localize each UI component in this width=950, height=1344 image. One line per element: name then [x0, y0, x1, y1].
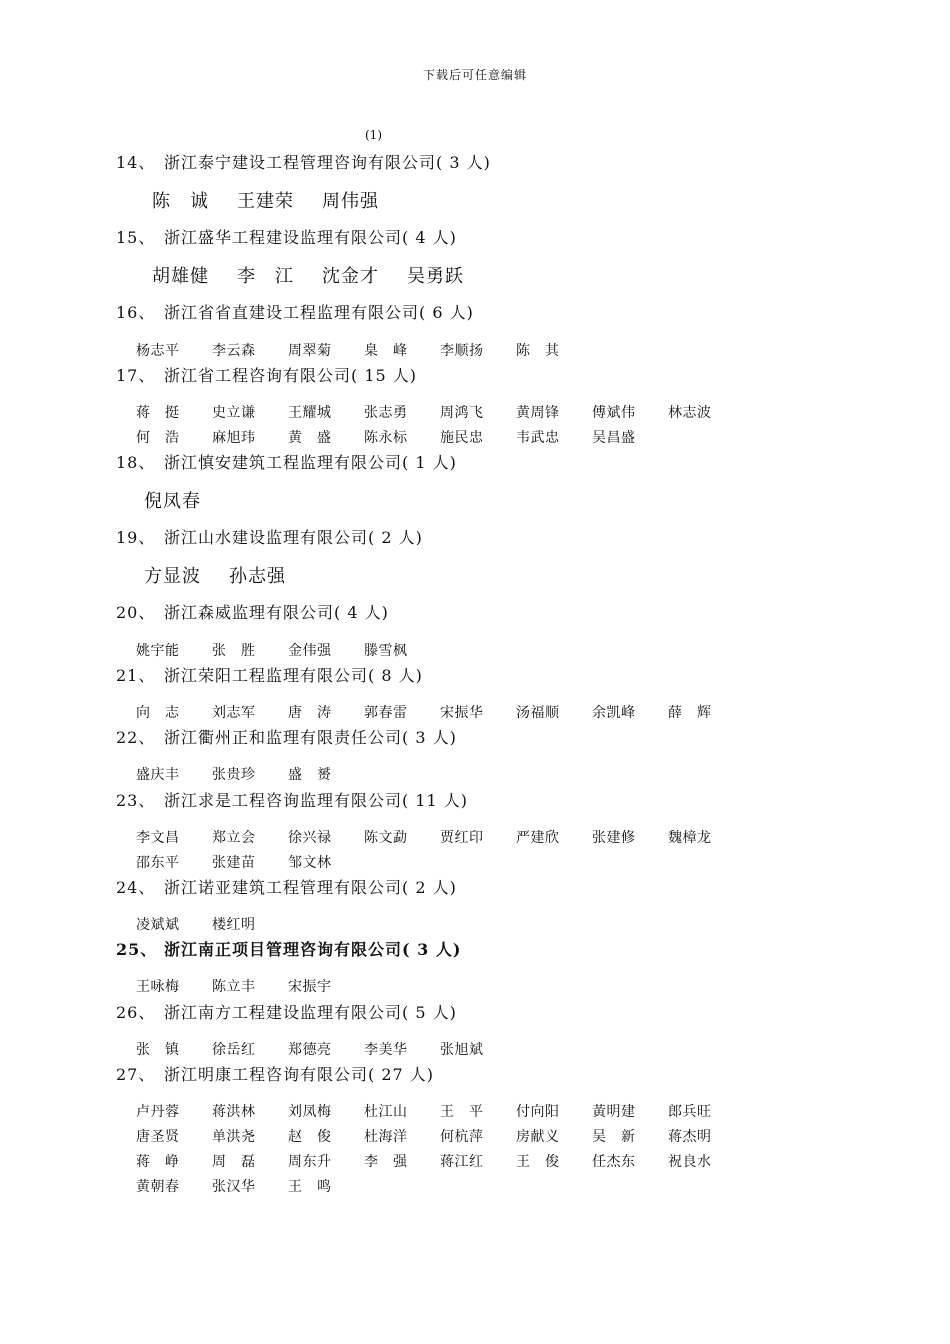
company-heading-19	[116, 525, 423, 548]
person-name: 沈金才	[322, 266, 379, 287]
person-name: 李美华	[364, 1042, 408, 1058]
company-name: 浙江南方工程建设监理有限公司( 5 人)	[164, 1003, 457, 1022]
person-name: 邵东平	[136, 855, 180, 871]
name-row	[136, 1101, 744, 1121]
person-name: 单洪尧	[212, 1129, 256, 1145]
person-name: 郑立会	[212, 830, 256, 846]
person-name: 魏樟龙	[668, 830, 712, 846]
name-row	[136, 427, 668, 447]
name-row	[136, 340, 592, 360]
person-name: 陈 其	[516, 343, 560, 359]
person-name: 姚宇能	[136, 643, 180, 659]
person-name: 汤福顺	[516, 705, 560, 721]
name-row	[136, 976, 364, 996]
person-name: 周 磊	[212, 1154, 256, 1170]
page-mark: (1)	[365, 128, 382, 142]
person-name: 刘凤梅	[288, 1104, 332, 1120]
person-name: 吴勇跃	[407, 266, 464, 287]
name-row	[152, 262, 492, 288]
person-name: 郎兵旺	[668, 1104, 712, 1120]
person-name: 王 鸣	[288, 1179, 332, 1195]
person-name: 李文昌	[136, 830, 180, 846]
company-number: 14、	[116, 153, 156, 172]
person-name: 唐 涛	[288, 705, 332, 721]
person-name: 周伟强	[322, 191, 379, 212]
person-name: 孙志强	[229, 566, 286, 587]
company-heading-22	[116, 725, 457, 748]
company-number: 17、	[116, 366, 156, 385]
person-name: 李顺扬	[440, 343, 484, 359]
name-row	[136, 402, 744, 422]
company-name: 浙江荣阳工程监理有限公司( 8 人)	[164, 666, 423, 685]
person-name: 张贵珍	[212, 767, 256, 783]
person-name: 杜江山	[364, 1104, 408, 1120]
company-heading-23	[116, 788, 468, 811]
person-name: 余凯峰	[592, 705, 636, 721]
person-name: 金伟强	[288, 643, 332, 659]
name-row	[136, 1151, 744, 1171]
person-name: 盛庆丰	[136, 767, 180, 783]
name-row	[136, 1126, 744, 1146]
person-name: 蒋 峥	[136, 1154, 180, 1170]
name-row	[136, 702, 744, 722]
person-name: 郑德亮	[288, 1042, 332, 1058]
company-heading-26	[116, 1000, 457, 1023]
name-row	[136, 827, 744, 847]
company-heading-17	[116, 363, 417, 386]
person-name: 蒋杰明	[668, 1129, 712, 1145]
person-name: 宋振华	[440, 705, 484, 721]
person-name: 黄朝春	[136, 1179, 180, 1195]
person-name: 方显波	[144, 566, 201, 587]
person-name: 张建修	[592, 830, 636, 846]
name-row	[136, 1176, 364, 1196]
person-name: 张 镇	[136, 1042, 180, 1058]
person-name: 李 强	[364, 1154, 408, 1170]
person-name: 宋振宇	[288, 979, 332, 995]
company-number: 26、	[116, 1003, 156, 1022]
person-name: 何 浩	[136, 430, 180, 446]
person-name: 滕雪枫	[364, 643, 408, 659]
company-number: 21、	[116, 666, 156, 685]
company-number: 19、	[116, 528, 156, 547]
person-name: 陈 诚	[152, 191, 209, 212]
company-heading-25	[116, 937, 461, 960]
page-header: 下载后可任意编辑	[422, 68, 527, 82]
person-name: 郭春雷	[364, 705, 408, 721]
person-name: 张 胜	[212, 643, 256, 659]
name-row	[136, 1039, 516, 1059]
company-name: 浙江诺亚建筑工程管理有限公司( 2 人)	[164, 878, 457, 897]
name-row	[136, 852, 364, 872]
person-name: 陈永标	[364, 430, 408, 446]
company-name: 浙江森威监理有限公司( 4 人)	[164, 603, 389, 622]
person-name: 蒋洪林	[212, 1104, 256, 1120]
company-name: 浙江慎安建筑工程监理有限公司( 1 人)	[164, 453, 457, 472]
person-name: 周鸿飞	[440, 405, 484, 421]
person-name: 唐圣贤	[136, 1129, 180, 1145]
company-name: 浙江省工程咨询有限公司( 15 人)	[164, 366, 418, 385]
company-name: 浙江省省直建设工程监理有限公司( 6 人)	[164, 303, 474, 322]
company-number: 23、	[116, 791, 156, 810]
person-name: 房献义	[516, 1129, 560, 1145]
name-row	[136, 914, 288, 934]
company-number: 27、	[116, 1065, 156, 1084]
person-name: 李 江	[237, 266, 294, 287]
person-name: 任杰东	[592, 1154, 636, 1170]
person-name: 黃明建	[592, 1104, 636, 1120]
person-name: 王建荣	[237, 191, 294, 212]
company-number: 24、	[116, 878, 156, 897]
person-name: 王咏梅	[136, 979, 180, 995]
person-name: 林志波	[668, 405, 712, 421]
person-name: 倪凤春	[144, 491, 201, 512]
person-name: 邹文林	[288, 855, 332, 871]
person-name: 刘志军	[212, 705, 256, 721]
person-name: 徐兴禄	[288, 830, 332, 846]
name-row	[136, 640, 440, 660]
person-name: 杨志平	[136, 343, 180, 359]
person-name: 张汉华	[212, 1179, 256, 1195]
person-name: 赵 俊	[288, 1129, 332, 1145]
person-name: 王 平	[440, 1104, 484, 1120]
person-name: 胡雄健	[152, 266, 209, 287]
name-row	[152, 187, 407, 213]
person-name: 臬 峰	[364, 343, 408, 359]
person-name: 麻旭玮	[212, 430, 256, 446]
person-name: 严建欣	[516, 830, 560, 846]
person-name: 王耀城	[288, 405, 332, 421]
company-heading-20	[116, 600, 389, 623]
person-name: 吴昌盛	[592, 430, 636, 446]
person-name: 付向阳	[516, 1104, 560, 1120]
person-name: 杜海洋	[364, 1129, 408, 1145]
company-name: 浙江求是工程咨询监理有限公司( 11 人)	[164, 791, 469, 810]
person-name: 施民忠	[440, 430, 484, 446]
person-name: 蒋 挺	[136, 405, 180, 421]
person-name: 张建苗	[212, 855, 256, 871]
person-name: 韦武忠	[516, 430, 560, 446]
person-name: 周东升	[288, 1154, 332, 1170]
name-row	[144, 487, 229, 513]
company-name: 浙江山水建设监理有限公司( 2 人)	[164, 528, 423, 547]
company-number: 16、	[116, 303, 156, 322]
person-name: 张志勇	[364, 405, 408, 421]
person-name: 徐岳红	[212, 1042, 256, 1058]
person-name: 楼红明	[212, 917, 256, 933]
person-name: 黄周锋	[516, 405, 560, 421]
company-name: 浙江盛华工程建设监理有限公司( 4 人)	[164, 228, 457, 247]
company-heading-27	[116, 1062, 434, 1085]
company-heading-24	[116, 875, 457, 898]
company-number: 20、	[116, 603, 156, 622]
company-number: 25、	[116, 940, 158, 959]
person-name: 薛 辉	[668, 705, 712, 721]
person-name: 张旭斌	[440, 1042, 484, 1058]
person-name: 陈文勐	[364, 830, 408, 846]
person-name: 黄 盛	[288, 430, 332, 446]
company-heading-21	[116, 663, 423, 686]
company-name: 浙江南正项目管理咨询有限公司( 3 人)	[164, 940, 462, 959]
person-name: 王 俊	[516, 1154, 560, 1170]
person-name: 陈立丰	[212, 979, 256, 995]
person-name: 蒋江红	[440, 1154, 484, 1170]
company-heading-18	[116, 450, 457, 473]
name-row	[144, 562, 314, 588]
company-heading-16	[116, 300, 474, 323]
person-name: 凌斌斌	[136, 917, 180, 933]
person-name: 贾红印	[440, 830, 484, 846]
company-heading-15	[116, 225, 457, 248]
person-name: 祝良水	[668, 1154, 712, 1170]
company-name: 浙江泰宁建设工程管理咨询有限公司( 3 人)	[164, 153, 491, 172]
company-heading-14	[116, 150, 491, 173]
person-name: 向 志	[136, 705, 180, 721]
person-name: 傅斌伟	[592, 405, 636, 421]
person-name: 李云森	[212, 343, 256, 359]
person-name: 周翠菊	[288, 343, 332, 359]
person-name: 卢丹蓉	[136, 1104, 180, 1120]
company-number: 15、	[116, 228, 156, 247]
company-number: 22、	[116, 728, 156, 747]
company-name: 浙江明康工程咨询有限公司( 27 人)	[164, 1065, 435, 1084]
company-name: 浙江衢州正和监理有限责任公司( 3 人)	[164, 728, 457, 747]
company-number: 18、	[116, 453, 156, 472]
person-name: 何杭萍	[440, 1129, 484, 1145]
name-row	[136, 764, 364, 784]
person-name: 史立谦	[212, 405, 256, 421]
person-name: 盛 赟	[288, 767, 332, 783]
person-name: 吴 新	[592, 1129, 636, 1145]
